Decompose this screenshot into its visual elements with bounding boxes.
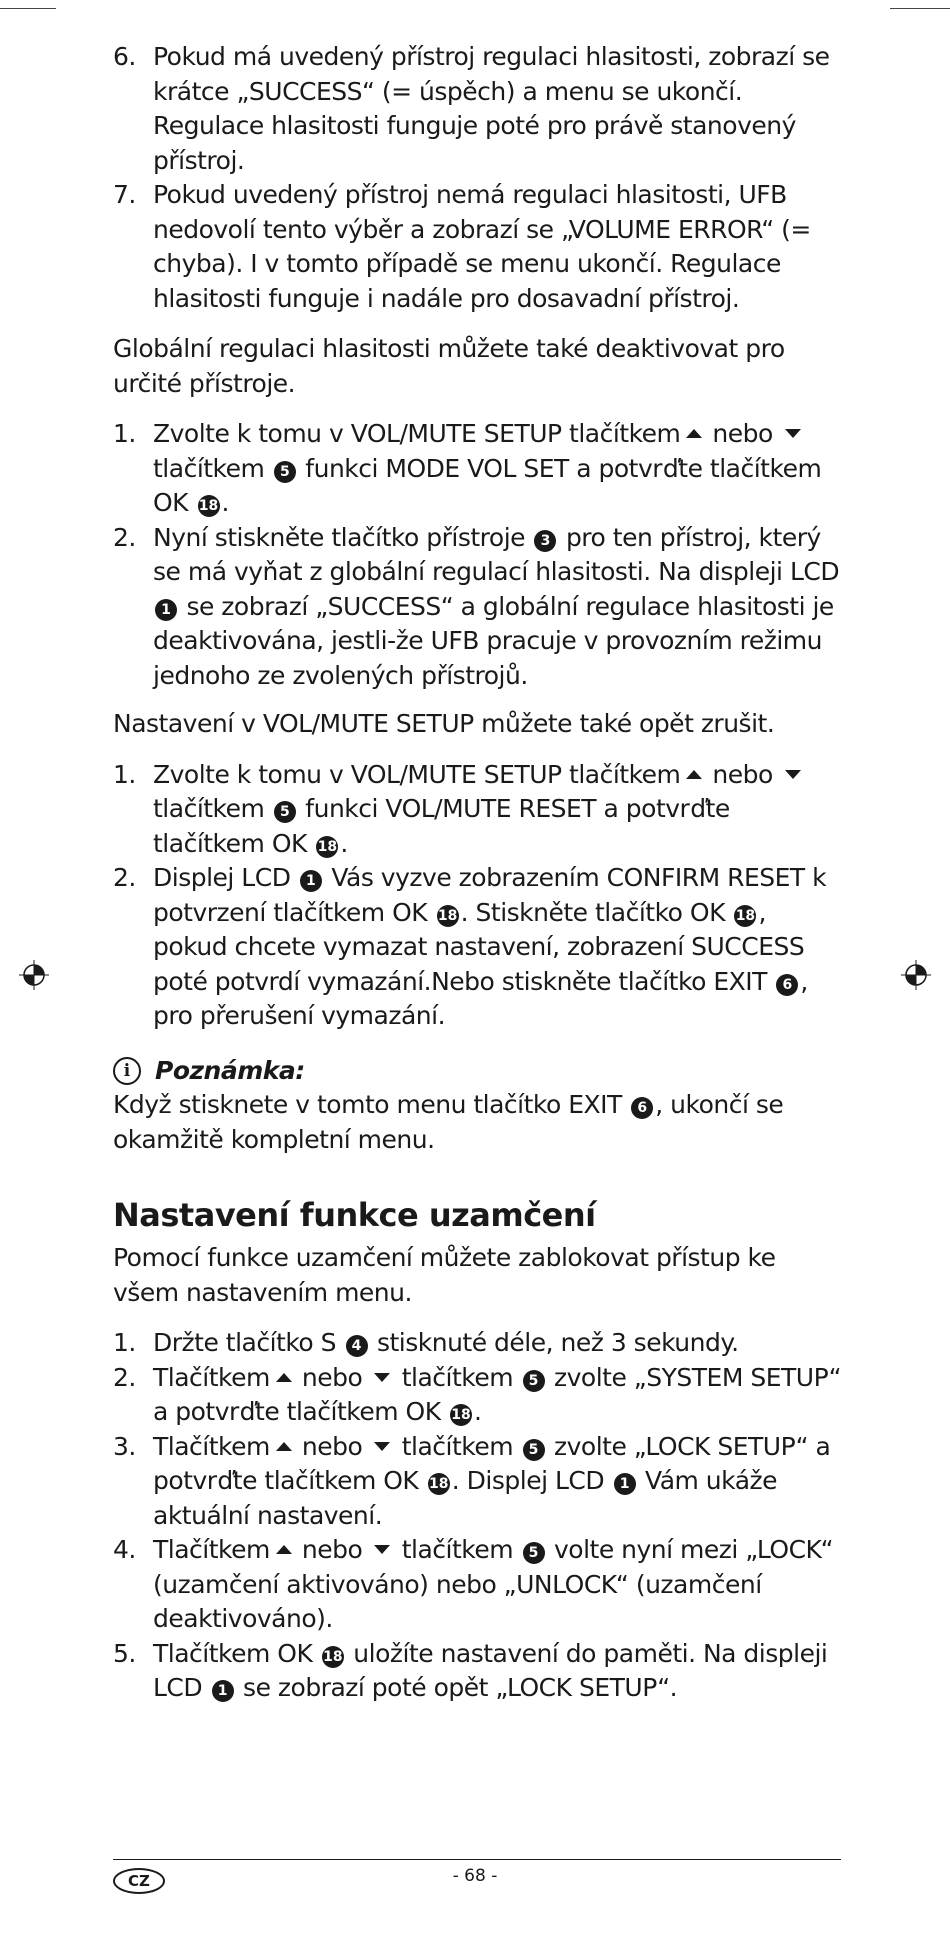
list-item — [113, 178, 843, 316]
text-fragment: . — [474, 1397, 482, 1426]
list-item — [113, 1637, 843, 1706]
text-fragment: se zobrazí poté opět „LOCK SETUP“. — [243, 1673, 678, 1702]
display-ref-lcd-badge: 1 — [614, 1473, 636, 1495]
text-fragment: nebo — [301, 1362, 363, 1392]
step-text — [153, 1430, 843, 1534]
button-ref-s-badge: 4 — [346, 1335, 368, 1357]
step-number: 5. — [113, 1638, 136, 1668]
step-number: 7. — [113, 180, 136, 209]
text-fragment: stisknuté déle, než 3 sekundy. — [376, 1328, 739, 1357]
paragraph-global-volume: Globální regulaci hlasitosti můžete také deaktivovat pro určité přístroje. — [113, 334, 785, 398]
text-fragment: , ukončí se okamžitě kompletní menu. — [113, 1090, 784, 1154]
text-fragment: Displej LCD — [153, 863, 291, 892]
registration-mark-left — [19, 960, 49, 990]
list-item — [113, 758, 843, 862]
display-ref-lcd-badge: 1 — [300, 870, 322, 892]
step-text — [153, 758, 843, 862]
arrow-down-icon — [374, 1442, 390, 1451]
arrow-up-icon — [686, 429, 702, 438]
button-ref-nav-badge: 5 — [523, 1370, 545, 1392]
list-item — [113, 1430, 843, 1534]
button-ref-ok-badge: 18 — [437, 905, 459, 927]
list-item — [113, 521, 843, 694]
paragraph-reset: Nastavení v VOL/MUTE SETUP můžete také opět zrušit. — [113, 709, 775, 738]
step-number: 3. — [113, 1431, 136, 1461]
button-ref-ok-badge: 18 — [450, 1404, 472, 1426]
text-fragment: Zvolte k tomu v VOL/MUTE SETUP tlačítkem — [153, 759, 681, 789]
text-fragment: Tlačítkem — [153, 1431, 270, 1461]
text-fragment: tlačítkem — [401, 1362, 514, 1392]
text-fragment: tlačítkem — [401, 1431, 514, 1461]
text-fragment: pro ten přístroj, který se má vyňat z globální regulací hlasitosti. Na displeji LCD — [153, 522, 840, 586]
arrow-up-icon — [276, 1545, 292, 1554]
step-text — [153, 1637, 843, 1706]
arrow-down-icon — [374, 1373, 390, 1382]
text-fragment: uložíte nastavení do paměti. Na displeji LCD — [153, 1638, 828, 1702]
step-text: Pokud uvedený přístroj nemá regulaci hlasitosti, UFB nedovolí tento výběr a zobrazí se „VOLUME ERROR“ (= chyba). I v tomto případě se menu ukončí. Regulace hlasitosti funguje i nadále pro dosavadní přístroj. — [153, 180, 811, 313]
step-number: 1. — [113, 1328, 136, 1357]
text-fragment: . Stiskněte tlačítko OK — [460, 897, 725, 927]
step-text — [153, 1326, 843, 1361]
text-fragment: . — [221, 488, 229, 517]
button-ref-exit-badge: 6 — [631, 1097, 653, 1119]
list-item — [113, 861, 843, 1034]
button-ref-ok-badge: 18 — [316, 836, 338, 858]
step-number: 2. — [113, 1362, 136, 1392]
page-content — [113, 40, 843, 1706]
text-fragment: tlačítkem — [153, 453, 265, 483]
step-text — [153, 861, 843, 1034]
text-fragment: nebo — [712, 759, 773, 789]
step-text — [153, 521, 843, 694]
text-fragment: volte nyní mezi „LOCK“ (uzamčení aktivováno) nebo „UNLOCK“ (uzamčení deaktivováno). — [153, 1535, 834, 1633]
step-number: 1. — [113, 419, 136, 448]
text-fragment: nebo — [301, 1431, 363, 1461]
text-fragment: Držte tlačítko S — [153, 1328, 337, 1357]
text-fragment: funkci VOL/MUTE RESET a potvrďte tlačítkem OK — [153, 794, 730, 858]
text-fragment: Tlačítkem — [153, 1535, 270, 1564]
button-ref-ok-badge: 18 — [322, 1646, 344, 1668]
text-fragment: tlačítkem — [153, 794, 265, 823]
list-item — [113, 1361, 843, 1430]
text-fragment: se zobrazí „SUCCESS“ a globální regulace hlasitosti je deaktivována, jestli-že UFB pracuje v provozním režimu jednoho ze zvolených přístrojů. — [153, 591, 834, 690]
step-text — [153, 417, 843, 521]
text-fragment: Nyní stiskněte tlačítko přístroje — [153, 522, 526, 552]
arrow-down-icon — [785, 429, 801, 438]
list-item — [113, 40, 843, 178]
text-fragment: . Displej LCD — [451, 1466, 605, 1495]
text-fragment: Tlačítkem — [153, 1362, 270, 1392]
list-item — [113, 1326, 843, 1361]
text-fragment: zvolte „LOCK SETUP“ a potvrďte tlačítkem OK — [153, 1431, 831, 1495]
text-fragment: . — [340, 828, 348, 858]
text-fragment: , pokud chcete vymazat nastavení, zobrazení SUCCESS poté potvrdí vymazání.Nebo stiskněte tlačítko EXIT — [153, 897, 805, 996]
button-ref-ok-badge: 18 — [734, 905, 756, 927]
footer-rule — [113, 1859, 841, 1860]
text-fragment: tlačítkem — [401, 1535, 514, 1564]
arrow-up-icon — [276, 1373, 292, 1382]
text-fragment: Když stisknete v tomto menu tlačítko EXIT — [113, 1090, 622, 1119]
button-ref-nav-badge: 5 — [274, 801, 296, 823]
text-fragment: Tlačítkem OK — [153, 1638, 313, 1668]
button-ref-nav-badge: 5 — [523, 1439, 545, 1461]
step-number: 2. — [113, 522, 136, 552]
text-fragment: Vás vyzve zobrazením CONFIRM RESET k potvrzení tlačítkem OK — [153, 863, 827, 927]
display-ref-lcd-badge: 1 — [212, 1680, 234, 1702]
button-ref-nav-badge: 5 — [274, 461, 296, 483]
step-number: 2. — [113, 863, 136, 892]
text-fragment: nebo — [712, 419, 773, 448]
text-fragment: zvolte „SYSTEM SETUP“ a potvrďte tlačítkem OK — [153, 1362, 842, 1426]
button-ref-ok-badge: 18 — [198, 495, 220, 517]
step-text — [153, 1361, 843, 1430]
arrow-down-icon — [374, 1545, 390, 1554]
text-fragment: Vám ukáže aktuální nastavení. — [153, 1466, 778, 1530]
crop-mark-top-right — [890, 8, 950, 9]
step-number: 1. — [113, 759, 136, 789]
button-ref-ok-badge: 18 — [428, 1473, 450, 1495]
note-title: Poznámka: — [155, 1055, 305, 1085]
display-ref-lcd-badge: 1 — [155, 599, 177, 621]
text-fragment: Zvolte k tomu v VOL/MUTE SETUP tlačítkem — [153, 419, 681, 448]
step-number: 4. — [113, 1535, 136, 1564]
button-ref-nav-badge: 5 — [523, 1542, 545, 1564]
arrow-down-icon — [785, 770, 801, 779]
list-item — [113, 417, 843, 521]
step-text: Pokud má uvedený přístroj regulaci hlasitosti, zobrazí se krátce „SUCCESS“ (= úspěch) a menu se ukončí. Regulace hlasitosti funguje poté pro právě stanovený přístroj. — [153, 42, 830, 175]
note-header — [113, 1054, 843, 1089]
text-fragment: nebo — [301, 1535, 363, 1564]
note-text — [113, 1088, 843, 1157]
step-number: 6. — [113, 42, 136, 71]
text-fragment: , pro přerušení vymazání. — [153, 966, 808, 1030]
button-ref-device-badge: 3 — [534, 530, 556, 552]
crop-mark-top-left — [0, 8, 56, 9]
page-number: - 68 - — [452, 1866, 498, 1886]
registration-mark-right — [901, 960, 931, 990]
section-heading: Nastavení funkce uzamčení — [113, 1196, 596, 1234]
section-intro: Pomocí funkce uzamčení můžete zablokovat přístup ke všem nastavením menu. — [113, 1243, 776, 1307]
step-text — [153, 1533, 843, 1637]
button-ref-exit-badge: 6 — [776, 974, 798, 996]
list-item — [113, 1533, 843, 1637]
arrow-up-icon — [686, 770, 702, 779]
country-badge: CZ — [113, 1868, 165, 1894]
text-fragment: funkci MODE VOL SET a potvrďte tlačítkem OK — [153, 453, 822, 517]
info-icon: i — [113, 1057, 141, 1085]
arrow-up-icon — [276, 1442, 292, 1451]
